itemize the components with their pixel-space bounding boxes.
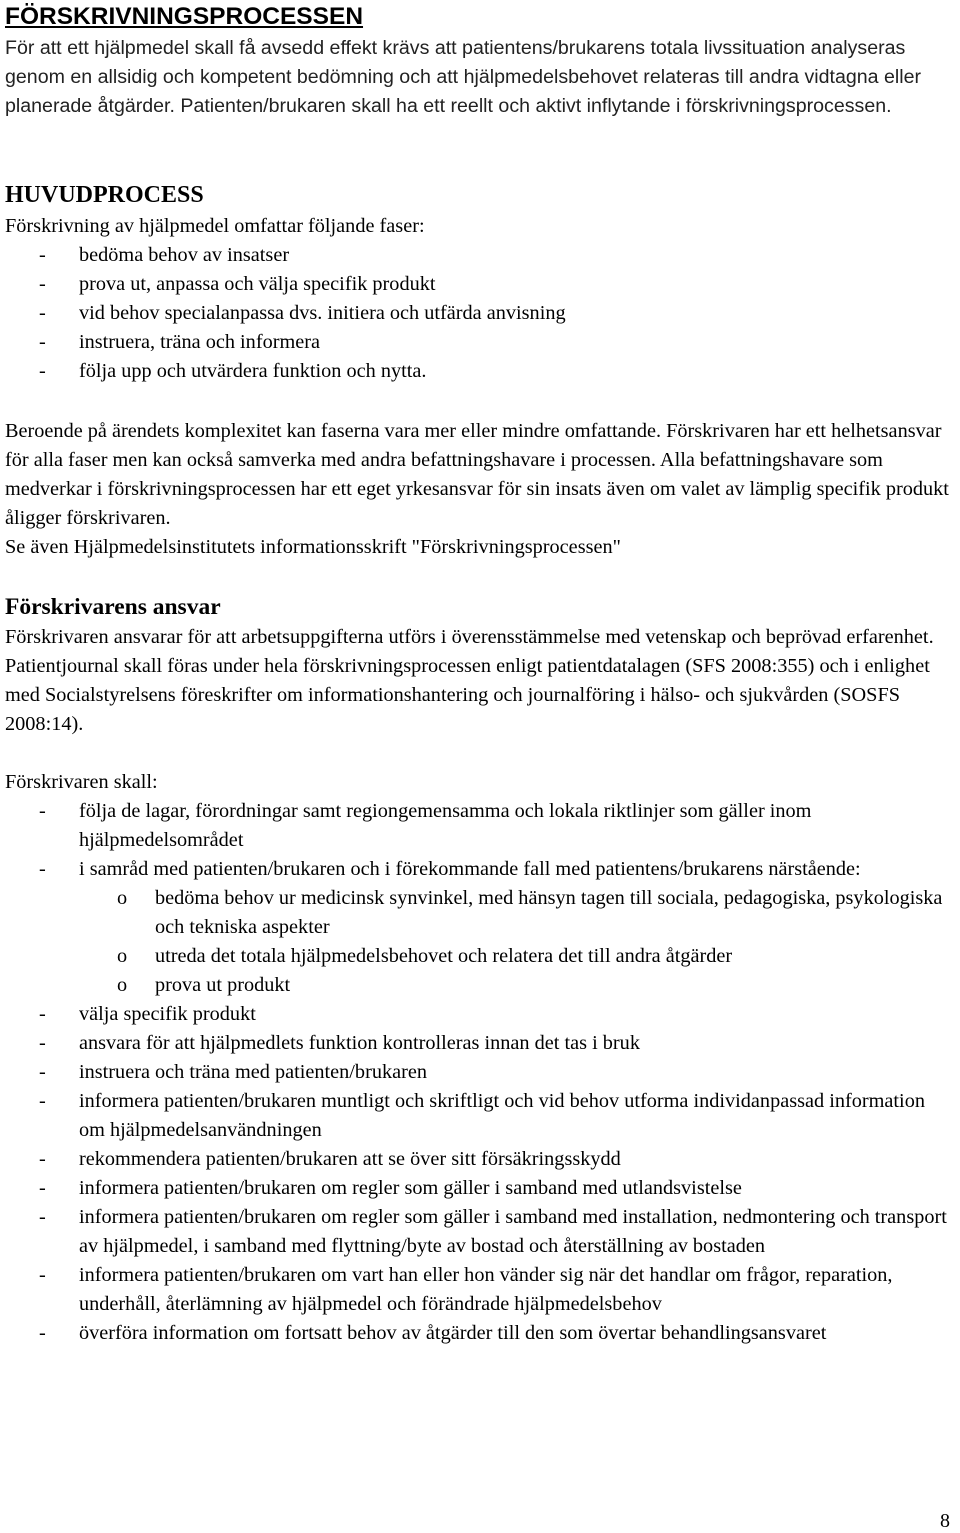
- phase-text: vid behov specialanpassa dvs. initiera och utfärda anvisning: [79, 302, 566, 324]
- phases-lead: Förskrivning av hjälpmedel omfattar följande faser:: [5, 215, 425, 237]
- duty-text: informera patienten/brukaren muntligt och skriftligt och vid behov utforma individanpassad information om hjälpmedelsanvändningen: [79, 1090, 925, 1141]
- sub-duty-text: bedöma behov ur medicinsk synvinkel, med hänsyn tagen till sociala, pedagogiska, psykologiska och tekniska aspekter: [155, 887, 943, 938]
- phase-text: följa upp och utvärdera funktion och nytta.: [79, 360, 427, 382]
- duty-list: [5, 797, 955, 884]
- duty-text: välja specifik produkt: [79, 1003, 256, 1025]
- complexity-paragraph: Beroende på ärendets komplexitet kan faserna vara mer eller mindre omfattande. Förskrivaren har ett helhetsansvar för alla faser men kan också samverka med andra befattningshavare i processen. Alla befattningshavare som medverkar i förskrivningsprocessen har ett eget yrkesansvar för sin insats även om valet av lämplig specifik produkt åligger förskrivaren.: [5, 420, 949, 529]
- duty-text: i samråd med patienten/brukaren och i förekommande fall med patientens/brukarens närstående:: [79, 858, 861, 880]
- list-item: [5, 241, 955, 270]
- sub-duty-text: prova ut produkt: [155, 974, 291, 996]
- list-item: [5, 942, 955, 971]
- duties-lead: Förskrivaren skall:: [5, 771, 158, 793]
- intro-section: [5, 34, 955, 121]
- complexity-section: [5, 417, 955, 562]
- list-item: [5, 1319, 955, 1348]
- duty-text: informera patienten/brukaren om regler som gäller i samband med installation, nedmontering och transport av hjälpmedel, i samband med flyttning/byte av bostad och återställning av bostaden: [79, 1206, 947, 1257]
- sub-duty-text: utreda det totala hjälpmedelsbehovet och relatera det till andra åtgärder: [155, 945, 733, 967]
- reference-line: Se även Hjälpmedelsinstitutets informationsskrift "Förskrivningsprocessen": [5, 536, 621, 558]
- list-item: [5, 1058, 955, 1087]
- list-item: [5, 855, 955, 884]
- dash-marker: -: [39, 1148, 46, 1170]
- dash-marker: -: [39, 858, 46, 880]
- list-item: [5, 1000, 955, 1029]
- duty-text: överföra information om fortsatt behov av åtgärder till den som övertar behandlingsansvaret: [79, 1322, 827, 1344]
- duty-text: rekommendera patienten/brukaren att se över sitt försäkringsskydd: [79, 1148, 621, 1170]
- list-item: [5, 1087, 955, 1145]
- ansvar-heading: Förskrivarens ansvar: [5, 594, 221, 620]
- dash-marker: -: [39, 1090, 46, 1112]
- huvudprocess-section: [5, 212, 955, 386]
- phase-text: bedöma behov av insatser: [79, 244, 290, 266]
- duties-section: [5, 768, 955, 1348]
- dash-marker: -: [39, 273, 46, 295]
- bullet-marker: o: [117, 945, 128, 967]
- bullet-marker: o: [117, 974, 128, 996]
- list-item: [5, 797, 955, 855]
- list-item: [5, 1174, 955, 1203]
- ansvar-section: [5, 623, 955, 739]
- list-item: [5, 1203, 955, 1261]
- list-item: [5, 1261, 955, 1319]
- list-item: [5, 299, 955, 328]
- list-item: [5, 884, 955, 942]
- list-item: [5, 1029, 955, 1058]
- duty-list-continued: [5, 1000, 955, 1348]
- document-title: FÖRSKRIVNINGSPROCESSEN: [5, 3, 364, 30]
- list-item: [5, 328, 955, 357]
- phase-text: instruera, träna och informera: [79, 331, 321, 353]
- list-item: [5, 270, 955, 299]
- intro-paragraph: För att ett hjälpmedel skall få avsedd effekt krävs att patientens/brukarens totala livssituation analyseras genom en allsidig och kompetent bedömning och att hjälpmedelsbehovet relateras till andra vidtagna eller planerade åtgärder. Patienten/brukaren skall ha ett reellt och aktivt inflytande i förskrivningsprocessen.: [5, 37, 922, 117]
- duty-text: följa de lagar, förordningar samt regiongemensamma och lokala riktlinjer som gäller inom hjälpmedelsområdet: [79, 800, 812, 851]
- dash-marker: -: [39, 1032, 46, 1054]
- dash-marker: -: [39, 331, 46, 353]
- ansvar-paragraph: Förskrivaren ansvarar för att arbetsuppgifterna utförs i överensstämmelse med vetenskap och beprövad erfarenhet. Patientjournal skall föras under hela förskrivningsprocessen enligt patientdatalagen (SFS 2008:355) och i enlighet med Socialstyrelsens föreskrifter om informationshantering och journalföring i hälso- och sjukvården (SOSFS 2008:14).: [5, 626, 934, 735]
- sub-duty-list: [5, 884, 955, 1000]
- dash-marker: -: [39, 1061, 46, 1083]
- duty-text: informera patienten/brukaren om regler som gäller i samband med utlandsvistelse: [79, 1177, 742, 1199]
- duty-text: ansvara för att hjälpmedlets funktion kontrolleras innan det tas i bruk: [79, 1032, 640, 1054]
- dash-marker: -: [39, 800, 46, 822]
- bullet-marker: o: [117, 887, 128, 909]
- dash-marker: -: [39, 1177, 46, 1199]
- huvudprocess-heading: HUVUDPROCESS: [5, 182, 204, 208]
- page-number: 8: [940, 1510, 950, 1532]
- phase-text: prova ut, anpassa och välja specifik produkt: [79, 273, 436, 295]
- phase-list: [5, 241, 955, 386]
- duty-text: instruera och träna med patienten/brukaren: [79, 1061, 428, 1083]
- dash-marker: -: [39, 244, 46, 266]
- dash-marker: -: [39, 1322, 46, 1344]
- dash-marker: -: [39, 1003, 46, 1025]
- dash-marker: -: [39, 1206, 46, 1228]
- dash-marker: -: [39, 360, 46, 382]
- list-item: [5, 971, 955, 1000]
- list-item: [5, 357, 955, 386]
- dash-marker: -: [39, 1264, 46, 1286]
- list-item: [5, 1145, 955, 1174]
- duty-text: informera patienten/brukaren om vart han eller hon vänder sig när det handlar om frågor, reparation, underhåll, återlämning av hjälpmedel och förändrade hjälpmedelsbehov: [79, 1264, 893, 1315]
- dash-marker: -: [39, 302, 46, 324]
